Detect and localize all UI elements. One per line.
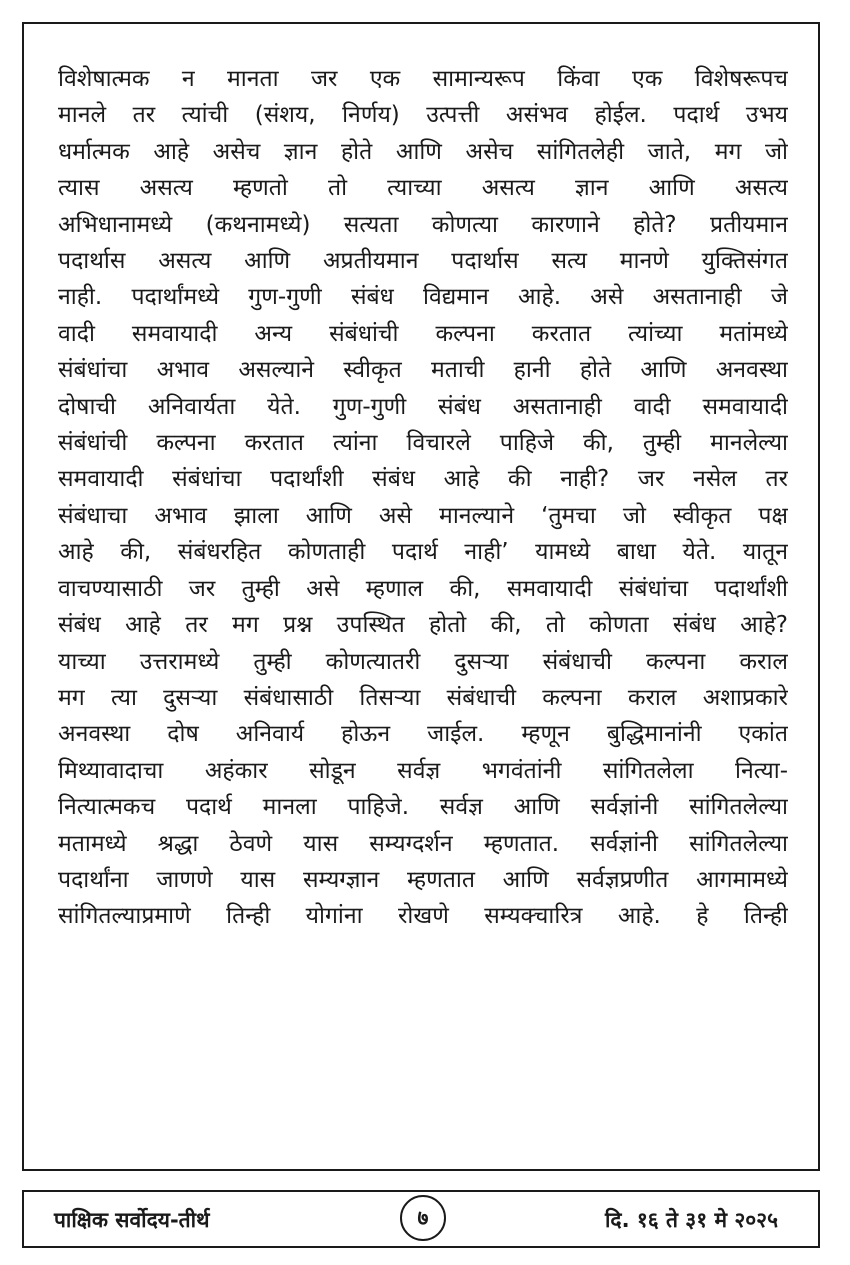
text-line: नित्यात्मकच पदार्थ मानला पाहिजे. सर्वज्ञ आणि सर्वज्ञांनी सांगितलेल्या <box>58 794 788 821</box>
text-line: संबंधांचा अभाव असल्याने स्वीकृत मताची हानी होते आणि अनवस्था <box>58 357 788 384</box>
text-line: समवायादी संबंधांचा पदार्थांशी संबंध आहे की नाही? जर नसेल तर <box>58 466 788 493</box>
text-line: मानले तर त्यांची (संशय, निर्णय) उत्पत्ती असंभव होईल. पदार्थ उभय <box>58 102 788 129</box>
body-paragraph <box>58 61 788 935</box>
text-line: मिथ्यावादाचा अहंकार सोडून सर्वज्ञ भगवंतांनी सांगितलेला नित्या- <box>58 757 788 784</box>
footer-bar <box>22 1190 820 1248</box>
text-line: नाही. पदार्थांमध्ये गुण-गुणी संबंध विद्यमान आहे. असे असतानाही जे <box>58 284 788 311</box>
publication-title: पाक्षिक सर्वोदय-तीर्थ <box>54 1208 210 1232</box>
text-line: अनवस्था दोष अनिवार्य होऊन जाईल. म्हणून बुद्धिमानांनी एकांत <box>58 721 788 748</box>
text-line: याच्या उत्तरामध्ये तुम्ही कोणत्यातरी दुसऱ्या संबंधाची कल्पना कराल <box>58 648 788 675</box>
page-number: ७ <box>417 1206 429 1230</box>
text-line: मग त्या दुसऱ्या संबंधासाठी तिसऱ्या संबंधाची कल्पना कराल अशाप्रकारे <box>58 684 788 711</box>
text-line: त्यास असत्य म्हणतो तो त्याच्या असत्य ज्ञान आणि असत्य <box>58 175 788 202</box>
text-line: संबंध आहे तर मग प्रश्न उपस्थित होतो की, तो कोणता संबंध आहे? <box>58 612 788 639</box>
main-text-frame <box>22 22 820 1171</box>
page-number-circle <box>400 1195 446 1241</box>
text-line: आहे की, संबंधरहित कोणताही पदार्थ नाही’ यामध्ये बाधा येते. यातून <box>58 539 788 566</box>
text-line: वाचण्यासाठी जर तुम्ही असे म्हणाल की, समवायादी संबंधांचा पदार्थांशी <box>58 575 788 602</box>
text-line: दोषाची अनिवार्यता येते. गुण-गुणी संबंध असतानाही वादी समवायादी <box>58 393 788 420</box>
text-line: सांगितल्याप्रमाणे तिन्ही योगांना रोखणे सम्यक्चारित्र आहे. हे तिन्ही <box>58 903 788 930</box>
text-line: मतामध्ये श्रद्धा ठेवणे यास सम्यग्दर्शन म्हणतात. सर्वज्ञांनी सांगितलेल्या <box>58 830 788 857</box>
text-line: धर्मात्मक आहे असेच ज्ञान होते आणि असेच सांगितलेही जाते, मग जो <box>58 138 788 165</box>
text-line: विशेषात्मक न मानता जर एक सामान्यरूप किंवा एक विशेषरूपच <box>58 66 788 92</box>
issue-date: दि. १६ ते ३१ मे २०२५ <box>604 1208 778 1232</box>
text-line: संबंधाचा अभाव झाला आणि असे मानल्याने ‘तुमचा जो स्वीकृत पक्ष <box>58 502 788 529</box>
text-line: संबंधांची कल्पना करतात त्यांना विचारले पाहिजे की, तुम्ही मानलेल्या <box>58 430 788 457</box>
text-line: अभिधानामध्ये (कथनामध्ये) सत्यता कोणत्या कारणाने होते? प्रतीयमान <box>58 211 788 238</box>
text-line: पदार्थांना जाणणे यास सम्यग्ज्ञान म्हणतात आणि सर्वज्ञप्रणीत आगमामध्ये <box>58 866 788 893</box>
text-line: वादी समवायादी अन्य संबंधांची कल्पना करतात त्यांच्या मतांमध्ये <box>58 320 788 347</box>
text-line: पदार्थास असत्य आणि अप्रतीयमान पदार्थास सत्य मानणे युक्तिसंगत <box>58 248 788 275</box>
